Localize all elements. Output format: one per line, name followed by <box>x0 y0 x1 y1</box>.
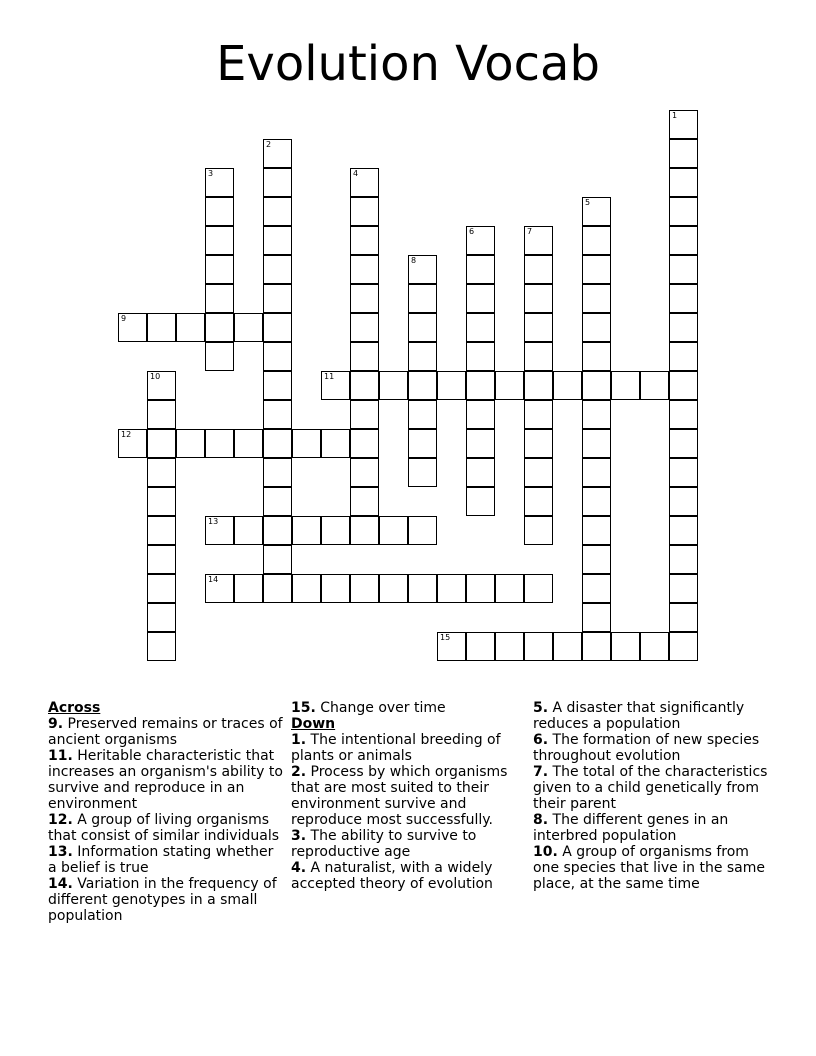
grid-cell[interactable] <box>524 632 553 661</box>
grid-cell[interactable] <box>669 255 698 284</box>
grid-cell[interactable] <box>205 255 234 284</box>
grid-cell[interactable] <box>669 603 698 632</box>
grid-cell[interactable] <box>350 400 379 429</box>
clue-number: 14. <box>48 876 73 892</box>
clues-column-2 <box>291 700 527 892</box>
grid-cell[interactable] <box>234 429 263 458</box>
grid-cell[interactable] <box>524 574 553 603</box>
clue-text: A disaster that significantly reduces a population <box>533 700 745 732</box>
grid-cell[interactable] <box>263 400 292 429</box>
grid-cell[interactable] <box>524 313 553 342</box>
clue-down-6 <box>533 732 769 764</box>
grid-cell[interactable] <box>147 545 176 574</box>
clue-across-9 <box>48 716 284 748</box>
grid-cell[interactable] <box>205 313 234 342</box>
grid-cell[interactable] <box>147 429 176 458</box>
grid-cell[interactable] <box>408 429 437 458</box>
grid-cell[interactable] <box>205 284 234 313</box>
grid-cell[interactable] <box>263 516 292 545</box>
grid-cell[interactable] <box>408 516 437 545</box>
clue-number-label: 12 <box>121 430 132 439</box>
grid-cell[interactable] <box>263 371 292 400</box>
clue-number-label: 9 <box>121 314 127 323</box>
grid-cell[interactable] <box>263 458 292 487</box>
clue-number: 12. <box>48 812 73 828</box>
grid-cell[interactable] <box>408 284 437 313</box>
grid-cell[interactable] <box>176 313 205 342</box>
clue-across-15 <box>291 700 527 716</box>
grid-cell[interactable] <box>408 574 437 603</box>
across-heading: Across <box>48 700 101 716</box>
grid-cell[interactable] <box>205 197 234 226</box>
grid-cell[interactable] <box>611 371 640 400</box>
grid-cell[interactable] <box>495 632 524 661</box>
clue-number: 13. <box>48 844 73 860</box>
clues-column-1 <box>48 700 284 924</box>
grid-cell[interactable] <box>466 226 495 255</box>
grid-cell[interactable] <box>466 342 495 371</box>
grid-cell[interactable] <box>408 255 437 284</box>
clue-text: Change over time <box>320 700 446 716</box>
grid-cell[interactable] <box>466 313 495 342</box>
clue-number-label: 8 <box>411 256 417 265</box>
grid-cell[interactable] <box>524 400 553 429</box>
grid-cell[interactable] <box>524 226 553 255</box>
grid-cell[interactable] <box>321 371 350 400</box>
grid-cell[interactable] <box>524 371 553 400</box>
grid-cell[interactable] <box>466 632 495 661</box>
grid-cell[interactable] <box>640 632 669 661</box>
grid-cell[interactable] <box>582 400 611 429</box>
grid-cell[interactable] <box>466 255 495 284</box>
grid-cell[interactable] <box>350 197 379 226</box>
grid-cell[interactable] <box>263 168 292 197</box>
clue-text: The total of the characteristics given to a child genetically from their parent <box>533 764 768 812</box>
grid-cell[interactable] <box>321 574 350 603</box>
grid-cell[interactable] <box>176 429 205 458</box>
clue-number: 10. <box>533 844 558 860</box>
clue-number-label: 15 <box>440 633 451 642</box>
grid-cell[interactable] <box>553 632 582 661</box>
grid-cell[interactable] <box>495 574 524 603</box>
grid-cell[interactable] <box>466 574 495 603</box>
grid-cell[interactable] <box>263 487 292 516</box>
clue-number-label: 5 <box>585 198 591 207</box>
grid-cell[interactable] <box>263 545 292 574</box>
grid-cell[interactable] <box>640 371 669 400</box>
grid-cell[interactable] <box>234 313 263 342</box>
clue-across-14 <box>48 876 284 924</box>
clue-across-13 <box>48 844 284 876</box>
grid-cell[interactable] <box>350 255 379 284</box>
grid-cell[interactable] <box>263 429 292 458</box>
grid-cell[interactable] <box>350 429 379 458</box>
grid-cell[interactable] <box>234 574 263 603</box>
grid-cell[interactable] <box>466 371 495 400</box>
grid-cell[interactable] <box>582 603 611 632</box>
grid-cell[interactable] <box>147 458 176 487</box>
grid-cell[interactable] <box>147 632 176 661</box>
clue-text: The different genes in an interbred population <box>533 812 729 844</box>
grid-cell[interactable] <box>379 516 408 545</box>
grid-cell[interactable] <box>263 574 292 603</box>
grid-cell[interactable] <box>408 371 437 400</box>
grid-cell[interactable] <box>553 371 582 400</box>
grid-cell[interactable] <box>437 632 466 661</box>
grid-cell[interactable] <box>582 226 611 255</box>
clue-number-label: 14 <box>208 575 219 584</box>
grid-cell[interactable] <box>495 371 524 400</box>
grid-cell[interactable] <box>321 516 350 545</box>
clue-number-label: 11 <box>324 372 335 381</box>
grid-cell[interactable] <box>205 516 234 545</box>
clue-number-label: 6 <box>469 227 475 236</box>
grid-cell[interactable] <box>147 574 176 603</box>
grid-cell[interactable] <box>379 574 408 603</box>
grid-cell[interactable] <box>350 487 379 516</box>
clues-column-3 <box>533 700 769 892</box>
grid-cell[interactable] <box>669 197 698 226</box>
grid-cell[interactable] <box>466 458 495 487</box>
grid-cell[interactable] <box>350 313 379 342</box>
grid-cell[interactable] <box>350 371 379 400</box>
clue-down-4 <box>291 860 527 892</box>
grid-cell[interactable] <box>582 516 611 545</box>
grid-cell[interactable] <box>292 574 321 603</box>
grid-cell[interactable] <box>582 342 611 371</box>
clue-text: A naturalist, with a widely accepted theory of evolution <box>291 860 493 892</box>
grid-cell[interactable] <box>466 487 495 516</box>
grid-cell[interactable] <box>118 313 147 342</box>
grid-cell[interactable] <box>669 284 698 313</box>
grid-cell[interactable] <box>466 429 495 458</box>
clue-number-label: 1 <box>672 111 678 120</box>
grid-cell[interactable] <box>669 574 698 603</box>
clue-down-2 <box>291 764 527 828</box>
grid-cell[interactable] <box>582 197 611 226</box>
grid-cell[interactable] <box>582 458 611 487</box>
grid-cell[interactable] <box>611 632 640 661</box>
grid-cell[interactable] <box>263 197 292 226</box>
grid-cell[interactable] <box>437 574 466 603</box>
grid-cell[interactable] <box>408 342 437 371</box>
grid-cell[interactable] <box>350 284 379 313</box>
grid-cell[interactable] <box>118 429 147 458</box>
grid-cell[interactable] <box>524 429 553 458</box>
grid-cell[interactable] <box>350 516 379 545</box>
grid-cell[interactable] <box>669 226 698 255</box>
clue-number-label: 13 <box>208 517 219 526</box>
grid-cell[interactable] <box>669 342 698 371</box>
clue-number-label: 10 <box>150 372 161 381</box>
grid-cell[interactable] <box>408 313 437 342</box>
grid-cell[interactable] <box>147 516 176 545</box>
grid-cell[interactable] <box>524 284 553 313</box>
grid-cell[interactable] <box>582 255 611 284</box>
grid-cell[interactable] <box>147 371 176 400</box>
clue-number: 3. <box>291 828 307 844</box>
grid-cell[interactable] <box>582 313 611 342</box>
grid-cell[interactable] <box>350 342 379 371</box>
clue-down-10 <box>533 844 769 892</box>
clue-text: A group of organisms from one species that live in the same place, at the same time <box>533 844 766 892</box>
clue-text: The intentional breeding of plants or animals <box>291 732 501 764</box>
grid-cell[interactable] <box>582 487 611 516</box>
clue-number: 8. <box>533 812 549 828</box>
grid-cell[interactable] <box>582 371 611 400</box>
clue-number-label: 4 <box>353 169 359 178</box>
clue-number: 9. <box>48 716 64 732</box>
grid-cell[interactable] <box>669 429 698 458</box>
clue-text: The ability to survive to reproductive age <box>291 828 477 860</box>
clue-number: 4. <box>291 860 307 876</box>
grid-cell[interactable] <box>234 516 263 545</box>
grid-cell[interactable] <box>466 284 495 313</box>
grid-cell[interactable] <box>582 284 611 313</box>
grid-cell[interactable] <box>292 516 321 545</box>
grid-cell[interactable] <box>669 139 698 168</box>
grid-cell[interactable] <box>582 429 611 458</box>
clue-text: The formation of new species throughout evolution <box>533 732 760 764</box>
clue-number: 11. <box>48 748 73 764</box>
clue-number-label: 7 <box>527 227 533 236</box>
grid-cell[interactable] <box>147 313 176 342</box>
grid-cell[interactable] <box>582 545 611 574</box>
clue-number: 7. <box>533 764 549 780</box>
grid-cell[interactable] <box>669 487 698 516</box>
grid-cell[interactable] <box>147 400 176 429</box>
clue-text: A group of living organisms that consist of similar individuals <box>48 812 279 844</box>
grid-cell[interactable] <box>669 168 698 197</box>
grid-cell[interactable] <box>205 429 234 458</box>
grid-cell[interactable] <box>263 342 292 371</box>
grid-cell[interactable] <box>669 516 698 545</box>
clue-text: Variation in the frequency of different genotypes in a small population <box>48 876 277 924</box>
grid-cell[interactable] <box>205 342 234 371</box>
grid-cell[interactable] <box>205 574 234 603</box>
clue-down-7 <box>533 764 769 812</box>
grid-cell[interactable] <box>669 545 698 574</box>
grid-cell[interactable] <box>669 632 698 661</box>
grid-cell[interactable] <box>292 429 321 458</box>
down-heading: Down <box>291 716 336 732</box>
puzzle-title: Evolution Vocab <box>216 36 600 92</box>
grid-cell[interactable] <box>263 284 292 313</box>
grid-cell[interactable] <box>350 226 379 255</box>
grid-cell[interactable] <box>669 110 698 139</box>
clue-down-3 <box>291 828 527 860</box>
grid-cell[interactable] <box>321 429 350 458</box>
clue-text: Heritable characteristic that increases an organism's ability to survive and reproduce in an environment <box>48 748 283 812</box>
clue-number-label: 3 <box>208 169 214 178</box>
grid-cell[interactable] <box>205 168 234 197</box>
grid-cell[interactable] <box>669 400 698 429</box>
grid-cell[interactable] <box>669 313 698 342</box>
clue-text: Preserved remains or traces of ancient organisms <box>48 716 283 748</box>
grid-cell[interactable] <box>524 487 553 516</box>
grid-cell[interactable] <box>408 458 437 487</box>
clue-number: 1. <box>291 732 307 748</box>
clue-down-1 <box>291 732 527 764</box>
grid-cell[interactable] <box>263 226 292 255</box>
clue-number-label: 2 <box>266 140 272 149</box>
grid-cell[interactable] <box>147 603 176 632</box>
grid-cell[interactable] <box>350 574 379 603</box>
grid-cell[interactable] <box>466 400 495 429</box>
grid-cell[interactable] <box>669 371 698 400</box>
grid-cell[interactable] <box>379 371 408 400</box>
grid-cell[interactable] <box>350 458 379 487</box>
grid-cell[interactable] <box>524 342 553 371</box>
clue-number: 5. <box>533 700 549 716</box>
clue-across-11 <box>48 748 284 812</box>
grid-cell[interactable] <box>669 458 698 487</box>
clue-text: Information stating whether a belief is true <box>48 844 274 876</box>
grid-cell[interactable] <box>524 458 553 487</box>
grid-cell[interactable] <box>582 574 611 603</box>
grid-cell[interactable] <box>263 139 292 168</box>
grid-cell[interactable] <box>350 168 379 197</box>
grid-cell[interactable] <box>205 226 234 255</box>
grid-cell[interactable] <box>524 255 553 284</box>
grid-cell[interactable] <box>582 632 611 661</box>
grid-cell[interactable] <box>524 516 553 545</box>
grid-cell[interactable] <box>263 255 292 284</box>
clue-down-8 <box>533 812 769 844</box>
clue-number: 2. <box>291 764 307 780</box>
clue-number: 6. <box>533 732 549 748</box>
clue-down-5 <box>533 700 769 732</box>
grid-cell[interactable] <box>408 400 437 429</box>
clue-number: 15. <box>291 700 316 716</box>
grid-cell[interactable] <box>437 371 466 400</box>
grid-cell[interactable] <box>147 487 176 516</box>
clue-text: Process by which organisms that are most suited to their environment survive and reproduce most successfully. <box>291 764 508 828</box>
grid-cell[interactable] <box>263 313 292 342</box>
clue-across-12 <box>48 812 284 844</box>
